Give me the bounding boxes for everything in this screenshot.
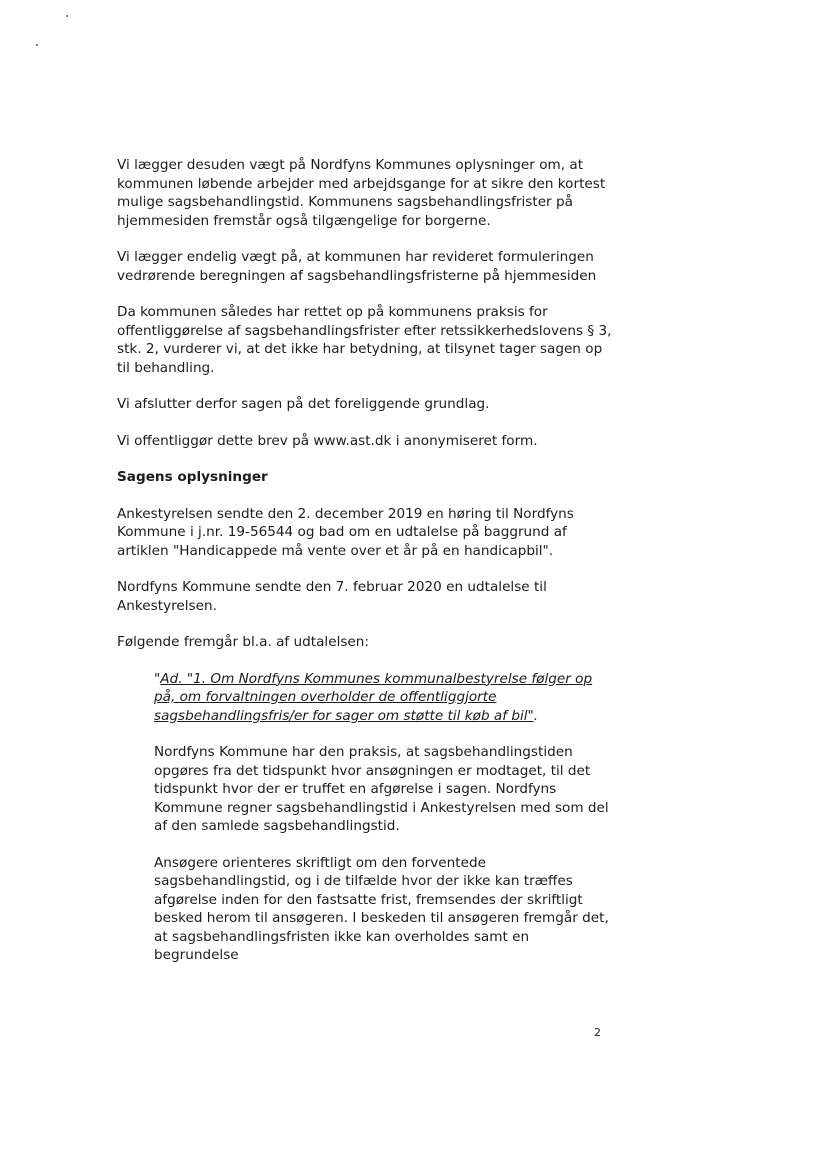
paragraph: Ankestyrelsen sendte den 2. december 2019 en høring til Nordfyns Kommune i j.nr. 19-56544 og bad om en udtalelse på baggrund af artiklen "Handicappede må vente over et år på en handicapbil". xyxy=(117,505,574,559)
paragraph: Da kommunen således har rettet op på kommunens praksis for offentliggørelse af sagsbehandlingsfrister efter retssikkerhedslovens § 3, stk. 2, vurderer vi, at det ikke har betydning, at tilsynet tager sagen op til behandling. xyxy=(117,304,612,376)
scan-speck xyxy=(66,15,68,17)
scan-speck xyxy=(36,44,38,46)
paragraph: Vi lægger endelig vægt på, at kommunen har revideret formuleringen vedrørende beregningen af sagsbehandlingsfristerne på hjemmesiden xyxy=(117,249,597,284)
quote-close-mark: . xyxy=(533,707,539,724)
quote-title xyxy=(154,670,612,726)
paragraph: Vi afslutter derfor sagen på det foreliggende grundlag. xyxy=(117,396,490,412)
quote-open-mark: " xyxy=(154,670,161,687)
paragraph: Følgende fremgår bl.a. af udtalelsen: xyxy=(117,634,369,650)
paragraph: Vi lægger desuden vægt på Nordfyns Kommunes oplysninger om, at kommunen løbende arbejder med arbejdsgange for at sikre den kortest mulige sagsbehandlingstid. Kommunens sagsbehandlingsfrister på hjemmesiden fremstår også tilgængelige for borgerne. xyxy=(117,157,606,229)
quotation-block xyxy=(154,670,612,965)
quote-paragraph: Nordfyns Kommune har den praksis, at sagsbehandlingstiden opgøres fra det tidspunkt hvor ansøgningen er modtaget, til det tidspunkt hvor der er truffet en afgørelse i sagen. Nordfyns Kommune regner sagsbehandlingstid i Ankestyrelsen med som del af den samlede sagsbehandlingstid. xyxy=(154,744,609,834)
quote-title-text: Ad. "1. Om Nordfyns Kommunes kommunalbestyrelse følger op på, om forvaltningen overholder de offentliggjorte sagsbehandlingsfris/er for sager om støtte til køb af bil" xyxy=(154,670,593,724)
quote-paragraph: Ansøgere orienteres skriftligt om den forventede sagsbehandlingstid, og i de tilfælde hvor der ikke kan træffes afgørelse inden for den fastsatte frist, fremsendes der skriftligt besked herom til ansøgeren. I beskeden til ansøgeren fremgår det, at sagsbehandlingsfristen ikke kan overholdes samt en begrundelse xyxy=(154,854,609,963)
page-number: 2 xyxy=(594,1026,601,1039)
paragraph: Vi offentliggør dette brev på www.ast.dk i anonymiseret form. xyxy=(117,432,538,449)
document-body xyxy=(117,156,617,983)
paragraph: Nordfyns Kommune sendte den 7. februar 2020 en udtalelse til Ankestyrelsen. xyxy=(117,579,547,614)
section-heading: Sagens oplysninger xyxy=(117,469,268,485)
